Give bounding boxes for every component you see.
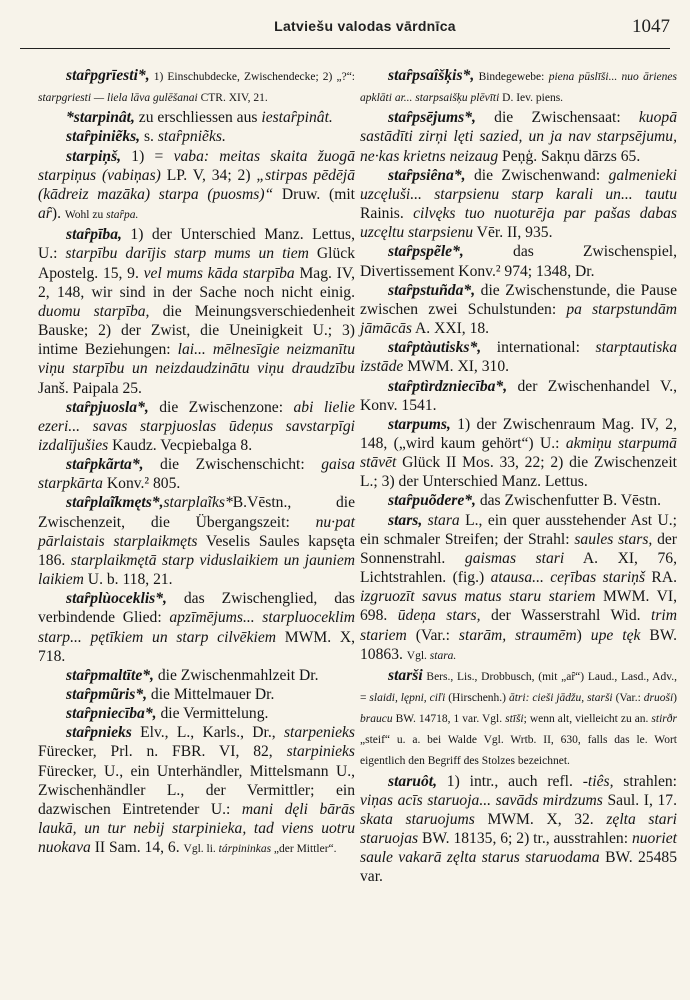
entry-text: 1) = (121, 147, 174, 165)
entry-headword: staȓpiniẽks, (66, 128, 141, 146)
entry-text: B.Vēstn., die Zwischenzeit, die Übergangszeit: (38, 494, 355, 531)
entry-text: Saul. I, 17. (602, 791, 677, 809)
page-number: 1047 (632, 16, 670, 37)
dictionary-entry (38, 147, 355, 226)
dictionary-entry (360, 338, 677, 376)
entry-text: die Zwischenmahlzeit Dr. (153, 666, 319, 684)
entry-example: druoši (643, 692, 674, 704)
entry-text: zu erschliessen aus (134, 109, 262, 127)
entry-text: Glück Apostelg. 15, 9. (38, 245, 355, 282)
dictionary-entry (38, 225, 355, 397)
entry-headword: staȓpība, (66, 226, 122, 244)
entry-text: Vgl. li. (183, 843, 219, 856)
entry-example: starplaĩks* (163, 494, 233, 512)
right-column (360, 66, 677, 887)
entry-example: starpgriesti — liela lāva gulēšanai (38, 92, 198, 105)
entry-headword: staȓpmũris*, (66, 686, 148, 703)
entry-text: A. XI, 76, Lichtstrahlen. (fig.) (360, 549, 677, 587)
entry-example: galmenieki uzcęluši... starpsienu starp karali un... tautu (360, 166, 677, 203)
entry-example: starptautiska izstāde (360, 339, 677, 376)
dictionary-entry (360, 242, 677, 280)
entry-headword: staȓpgrīesti*, (66, 67, 150, 84)
entry-text: II Sam. 14, 6. (90, 839, 184, 857)
entry-text: die Vermittelung. (156, 705, 269, 723)
entry-text: Glück II Mos. 33, 22; 2) die Zwischenzeit L.; 3) der Unterschied Manz. Lettus. (360, 454, 677, 491)
entry-headword: staȓpjuosla*, (66, 398, 149, 416)
entry-text: ) (673, 692, 677, 704)
dictionary-entry (360, 511, 677, 666)
header-rule (20, 48, 670, 49)
dictionary-entry (38, 108, 355, 127)
entry-text: ) (576, 626, 591, 644)
dictionary-entry (360, 491, 677, 510)
entry-headword: staȓpmaltīte*, (66, 666, 154, 684)
entry-example: abi lielie ezeri... savas starpjuoslas ūdeņus savstarpīgi izdalījušies (38, 398, 356, 454)
entry-example: stara. (429, 649, 457, 662)
entry-text: BW. 18135, 6; 2) tr., ausstrahlen: (418, 830, 632, 848)
entry-text: D. Iev. piens. (499, 92, 564, 105)
entry-headword: staȓpspẽle*, (388, 243, 464, 261)
entry-text: Veselis Saules kapsęta 186. (38, 532, 356, 569)
dictionary-entry (38, 723, 355, 859)
entry-headword: starpums, (388, 415, 451, 433)
entry-text: RA. (645, 569, 677, 587)
entry-text: international: (481, 339, 596, 357)
entry-example: starpenieks (283, 724, 355, 742)
entry-text: Bindegewebe: (474, 71, 549, 83)
entry-text: CTR. XIV, 21. (197, 92, 268, 105)
entry-text: MWM. XI, 310. (403, 358, 510, 376)
entry-text: Mag. IV, 2, 148, wir sind in der Sache noch nicht einig. (38, 264, 356, 301)
entry-headword: staȓplùoceklis*, (66, 590, 167, 608)
entry-example: vaba: meitas skaita žuogā starpiņus (vabiņas) (38, 147, 356, 184)
entry-example: apzīmējums... starpluoceklim starp... pętīkiem un starp cilvēkiem (38, 609, 355, 646)
entry-text: das Zwischenfutter B. Vēstn. (475, 492, 662, 510)
entry-example: kuopā sastādīti zirņi lęti sazied, un ja nav starpsējumu, ne·kas krietns neizaug (360, 109, 677, 165)
entry-headword: staȓpsējums*, (388, 109, 476, 127)
dictionary-entry (360, 166, 677, 243)
entry-text: MWM. X, 718. (38, 628, 355, 665)
entry-text: die Meinungsverschiedenheit Bauske; 2) der Zwist, die Uneinigkeit U.; 3) intime Beziehungen: (38, 302, 355, 359)
entry-text: die Mittelmauer Dr. (147, 686, 275, 703)
entry-text: BW. 14718, 1 var. Vgl. (392, 713, 506, 726)
running-header (60, 18, 670, 46)
entry-headword: staȓpstuñda*, (388, 281, 476, 299)
entry-text: Bers., Lis., Drobbusch, (mit „aȓ“) Laud., Lasd., Adv., = (360, 670, 677, 704)
dictionary-entry (360, 415, 677, 492)
entry-example: zęlta stari staruojas (360, 810, 677, 848)
dictionary-entry (360, 772, 677, 887)
entry-text: MWM. X, 32. (474, 810, 607, 828)
entry-example: skata staruojums (360, 810, 475, 828)
entry-example: izgruozīt savus matus staru stariem (360, 588, 596, 606)
entry-example: „stirpas pēdējā (kādreiz mazāka) starpa (puosms)“ (38, 166, 355, 203)
entry-headword: staȓptìrdzniecība*, (388, 377, 508, 395)
entry-example: tárpininkas (218, 843, 272, 856)
entry-text: s. (140, 128, 158, 146)
entry-example: braucu (360, 713, 393, 726)
entry-example: starām, straumēm (458, 626, 577, 644)
dictionary-entry (38, 127, 355, 146)
entry-text: das Zwischenglied, das verbindende Glied: (38, 590, 355, 627)
entry-text: 1) der Unterschied Manz. Lettus, U.: (38, 226, 355, 263)
entry-example: trim stariem (360, 607, 677, 644)
entry-text: die Zwischenstunde, die Pause zwischen zwei Schulstunden: (360, 281, 677, 318)
entry-example: atausa... ceŗības stariņš (490, 569, 646, 587)
entry-text: Konv.² 805. (102, 475, 181, 493)
entry-text: BW. 25485 var. (360, 849, 677, 886)
dictionary-entry (360, 108, 677, 165)
entry-example: pa starpstundām jāmācās (360, 300, 678, 338)
entry-text: Rainis. (360, 205, 414, 223)
entry-text: Vēr. II, 935. (473, 224, 553, 242)
entry-text: das Zwischenspiel, Divertissement Konv.² 974; 1348, Dr. (360, 243, 677, 280)
entry-example: gaisa starpkārta (38, 456, 355, 493)
entry-text: Vgl. (406, 649, 430, 662)
entry-example: akmiņu starpumā stāvēt (360, 434, 677, 472)
entry-text: die Zwischensaat: (475, 109, 639, 127)
dictionary-entry (38, 685, 355, 704)
entry-example: viņas acīs staruoja... savāds mirdzums (360, 791, 603, 809)
entry-text: 1) intr., auch refl. (436, 772, 583, 790)
entry-example: starplaikmętā starp viduslaikiem un jauniem laikiem (38, 551, 356, 589)
dictionary-entry (38, 704, 355, 723)
entry-headword: *starpinât, (66, 109, 135, 127)
entry-example: upe tęk (590, 626, 641, 644)
entry-headword: staȓpuõdere*, (388, 492, 476, 510)
entry-headword: staȓpkãrta*, (66, 456, 144, 474)
dictionary-entry (360, 281, 677, 338)
entry-text: Elv., L., Karls., Dr., (131, 724, 284, 742)
dictionary-entry (38, 66, 355, 108)
dictionary-entry (360, 66, 677, 108)
entry-example: iestaȓpinât. (261, 109, 333, 127)
entry-text: (Var.: (612, 692, 644, 704)
entry-headword: staruôt, (388, 772, 437, 790)
entry-text: (Hirschenh.) (445, 692, 509, 704)
entry-example: cilvęks tuo nuoturēja par pašas dabas uzcęltu starpsienu (360, 205, 678, 242)
entry-headword: staȓpniecība*, (66, 705, 157, 723)
dictionary-entry (38, 493, 355, 589)
entry-text: Janš. Paipala 25. (38, 379, 142, 397)
entry-example: mani dęli bārās laukā, un tur nebij starpinieka, tad viens uotru nuokava (38, 800, 355, 857)
entry-example: aȓ (38, 205, 52, 223)
entry-headword: staȓpsiêna*, (388, 166, 466, 184)
entry-example: ūdeņa stars, (397, 607, 481, 625)
entry-text: (Var.: (406, 626, 459, 644)
entry-example: stara (422, 511, 460, 529)
entry-text: Fürecker, Prl. n. FBR. VI, 82, (38, 743, 287, 761)
entry-text: Kaudz. Vecpiebalga 8. (108, 436, 253, 454)
entry-text: 1) Einschubdecke, Zwischendecke; 2) „?“: (149, 71, 355, 83)
entry-text: U. b. 118, 21. (83, 571, 173, 589)
entry-text: der Zwischenhandel V., Konv. 1541. (360, 377, 677, 414)
entry-text: der Sonnenstrahl. (360, 530, 678, 567)
entry-example: lai... mēlnesīgie neizmanītu viņu starpību un neizdaudzinātu viņu draudzību (38, 341, 355, 378)
entry-text: die Zwischenschicht: (143, 456, 322, 474)
entry-example: starpinieks (286, 743, 355, 761)
entry-text: 1) der Zwischenraum Mag. IV, 2, 148, („wird kaum gehört“) U.: (360, 415, 677, 452)
dictionary-entry (38, 398, 355, 455)
entry-text: L., ein quer ausstehender Ast U.; ein schmaler Streifen; der Strahl: (360, 511, 677, 548)
entry-example: gaismas stari (464, 549, 565, 567)
entry-example: nuoriet saule vakarā zęlta starus staruodama (360, 830, 677, 867)
entry-example: starpību darījis starp mums un tiem (65, 245, 309, 263)
entry-text: ; wenn alt, vielleicht zu an. (523, 713, 652, 726)
entry-headword: staȓplaĩkmęts*, (66, 494, 164, 512)
entry-text: BW. 10863. (360, 626, 678, 663)
entry-text: „steif“ u. a. bei Walde Vgl. Wrtb. II, 630, falls das le. Wort eigentlich den Begriff des Stolzes bezeichnet. (360, 734, 677, 768)
entry-headword: staȓptàutisks*, (388, 339, 482, 357)
entry-example: piena pūslīši... nuo ārienes apklāti ar... starpsaišķu plēvīti (360, 71, 677, 105)
entry-text: ). (51, 205, 65, 223)
entry-text: der Wasserstrahl Wid. (480, 607, 651, 625)
entry-headword: starpiņš, (66, 147, 122, 165)
entry-example: vel mums kāda starpība (143, 264, 295, 282)
dictionary-entry (38, 589, 355, 666)
entry-example: nu·pat pārlaistais starplaikmęts (38, 513, 355, 550)
entry-text: A. XXI, 18. (411, 320, 490, 338)
entry-text: Wohl zu (64, 209, 107, 222)
entry-example: stirðr (651, 713, 677, 726)
entry-example: ātri: cieši jādžu, starši (508, 692, 613, 704)
entry-text: Druw. (mit (273, 185, 355, 203)
entry-headword: staȓpnieks (66, 724, 132, 742)
entry-headword: staȓpsaîšķis*, (388, 67, 475, 84)
entry-text: MWM. VI, 698. (360, 588, 677, 625)
entry-headword: starši (388, 666, 423, 684)
entry-text: die Zwischenzone: (148, 398, 294, 416)
dictionary-entry (360, 377, 677, 415)
entry-example: -tiês, (582, 772, 614, 790)
entry-text: strahlen: (613, 772, 678, 790)
entry-text: LP. V, 34; 2) (160, 166, 257, 184)
entry-text: Fürecker, U., ein Unterhändler, Mittelsmann U., Zwischenhändler L., der Vermittler; ein dazwischen Eintretender U.: (38, 762, 355, 818)
entry-example: saules stars, (574, 530, 653, 548)
entry-text: Peņģ. Sakņu dārzs 65. (498, 147, 641, 165)
left-column (38, 66, 355, 859)
entry-example: duomu starpība, (38, 302, 150, 320)
entry-headword: stars, (388, 511, 423, 529)
entry-example: stīši (505, 713, 524, 726)
entry-example: staȓpa. (106, 209, 139, 222)
entry-example: staȓpniẽks. (157, 128, 226, 146)
dictionary-entry (38, 666, 355, 685)
dictionary-entry (360, 666, 677, 772)
entry-example: slaidi, lępni, ciľi (369, 692, 446, 704)
entry-text: die Zwischenwand: (465, 166, 609, 184)
entry-text: „der Mittler“. (271, 843, 337, 856)
dictionary-entry (38, 455, 355, 493)
header-title: Latviešu valodas vārdnīca (274, 18, 456, 34)
